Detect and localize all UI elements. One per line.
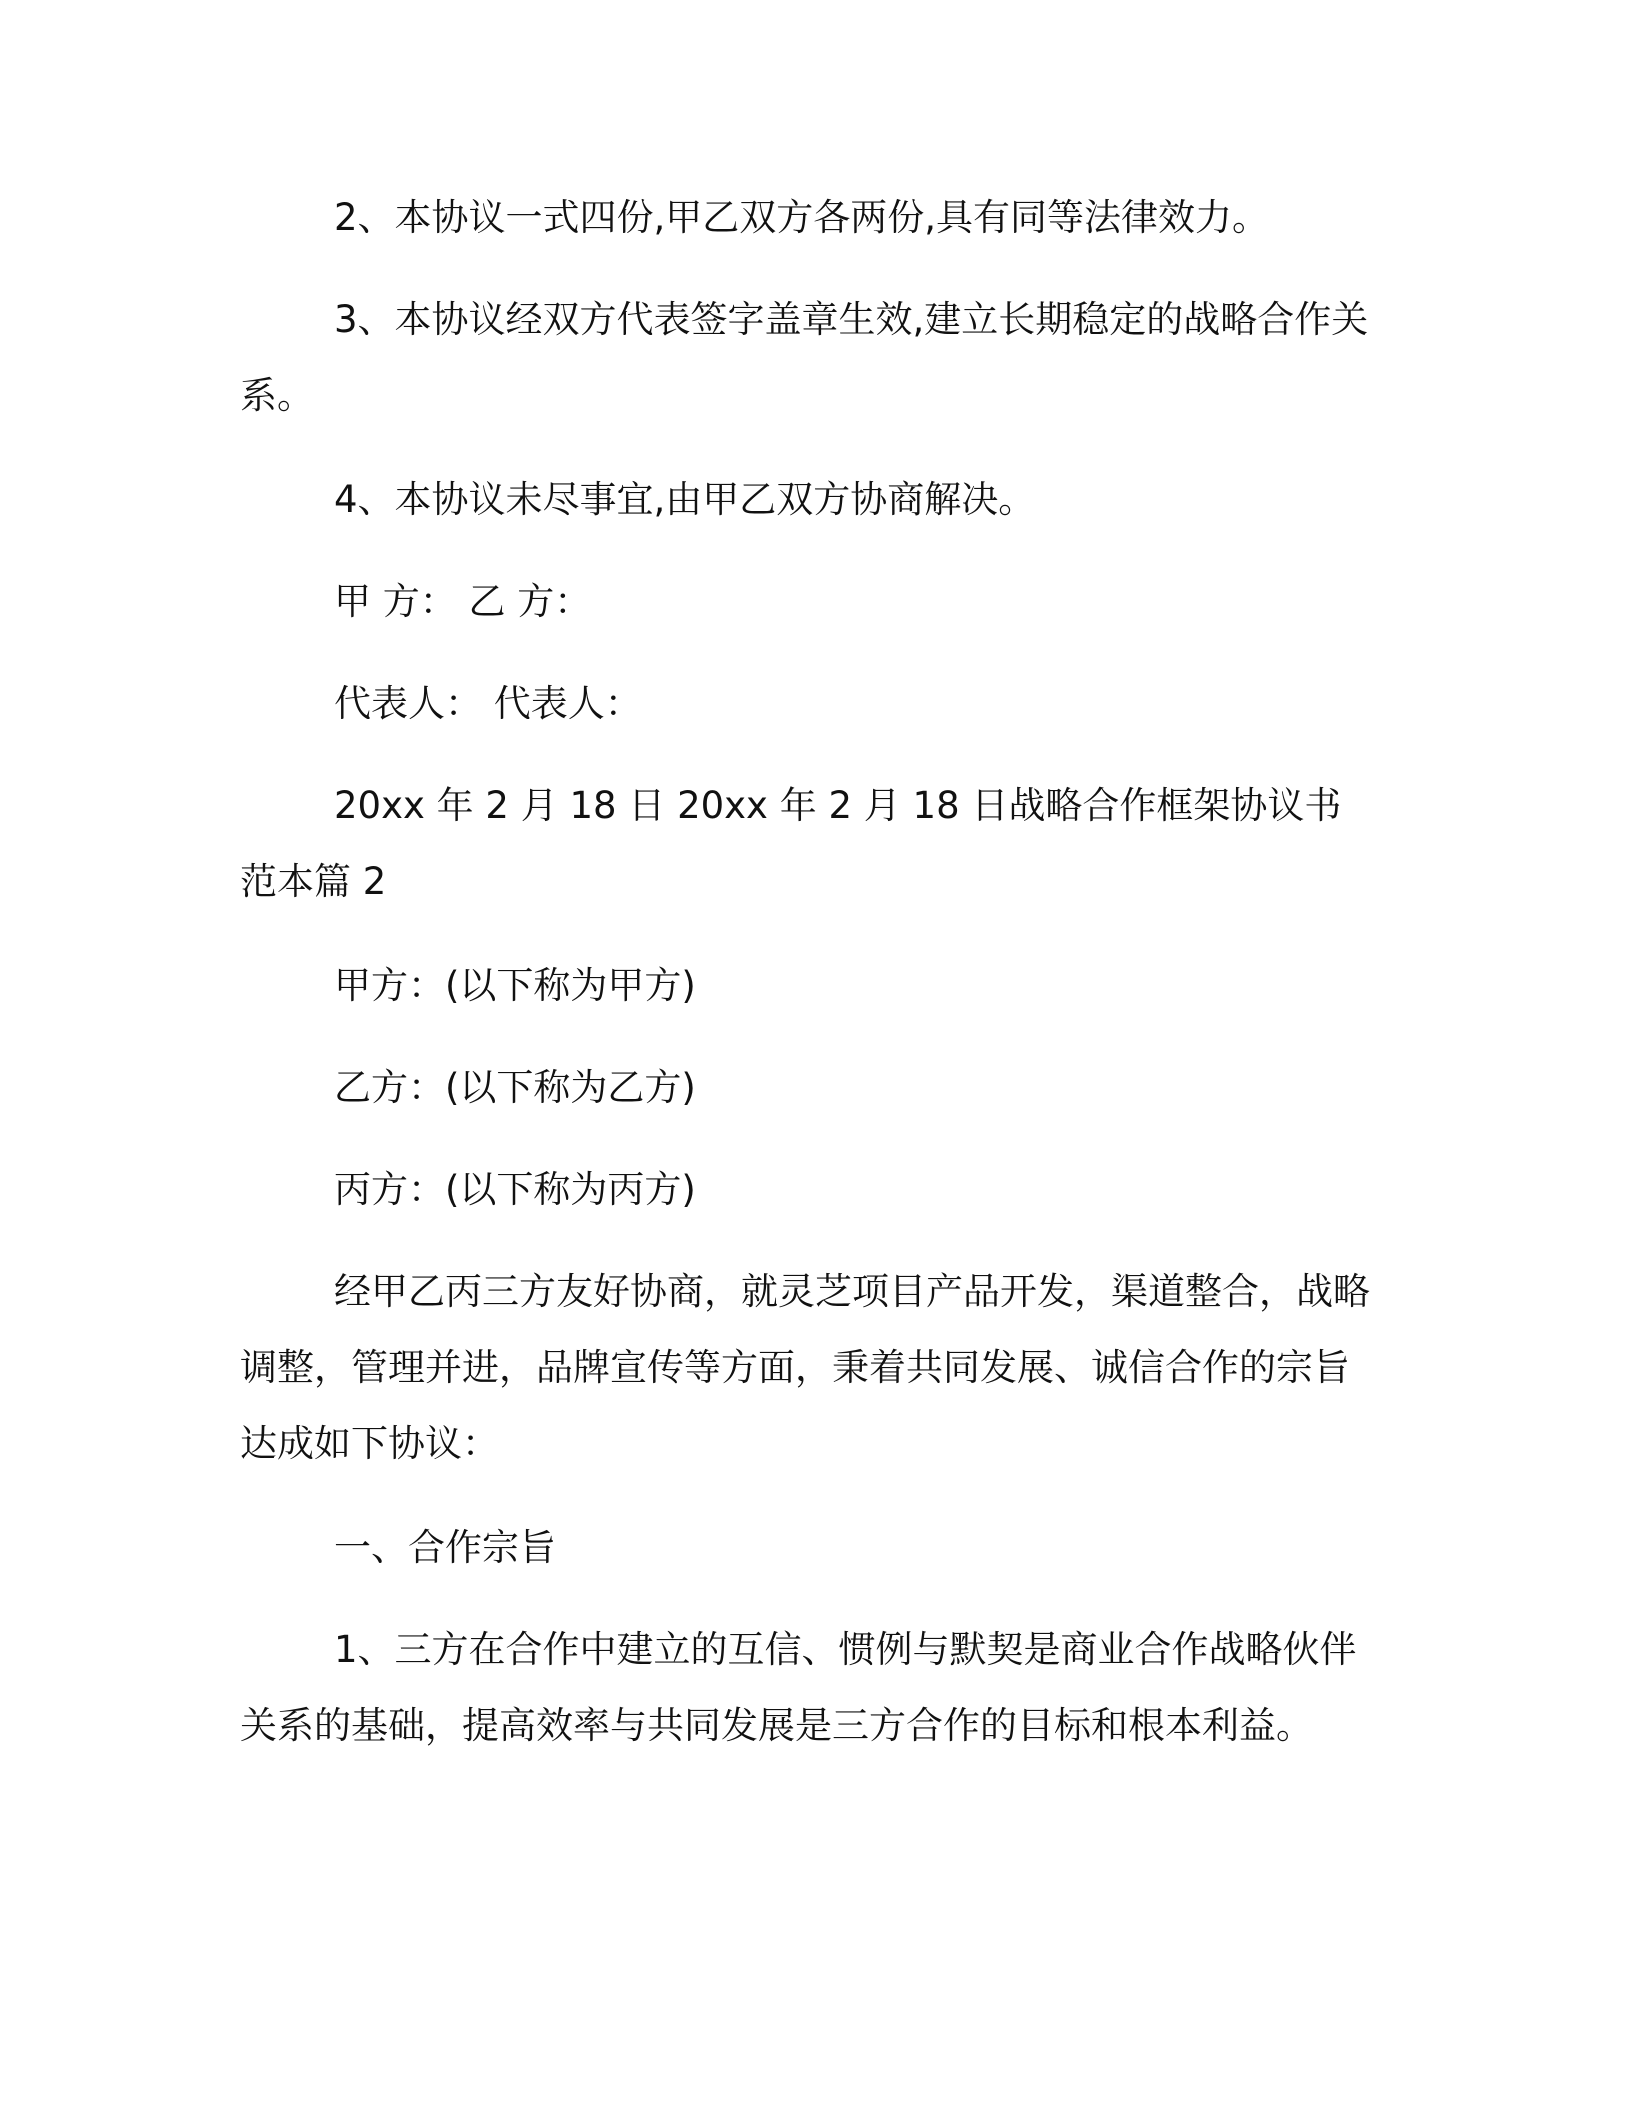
party-c-line: 丙方：(以下称为丙方)	[334, 1168, 696, 1211]
clause-3: 3、本协议经双方代表签字盖章生效,建立长期稳定的战略合作关系。	[240, 298, 1369, 417]
representative-labels: 代表人： 代表人：	[334, 682, 642, 725]
section-heading: 一、合作宗旨	[334, 1526, 556, 1569]
purpose-clause-1: 1、三方在合作中建立的互信、惯例与默契是商业合作战略伙伴关系的基础，提高效率与共同发展是三方合作的目标和根本利益。	[240, 1628, 1357, 1747]
party-labels: 甲 方： 乙 方：	[334, 580, 592, 623]
agreement-intro: 经甲乙丙三方友好协商，就灵芝项目产品开发，渠道整合，战略调整，管理并进，品牌宣传等方面，秉着共同发展、诚信合作的宗旨达成如下协议：	[240, 1270, 1370, 1465]
date-and-title: 20xx 年 2 月 18 日 20xx 年 2 月 18 日战略合作框架协议书范本篇 2	[240, 784, 1342, 903]
clause-2: 2、本协议一式四份,甲乙双方各两份,具有同等法律效力。	[334, 196, 1270, 239]
party-b-line: 乙方：(以下称为乙方)	[334, 1066, 696, 1109]
clause-4: 4、本协议未尽事宜,由甲乙双方协商解决。	[334, 478, 1036, 521]
party-a-line: 甲方：(以下称为甲方)	[334, 964, 696, 1007]
